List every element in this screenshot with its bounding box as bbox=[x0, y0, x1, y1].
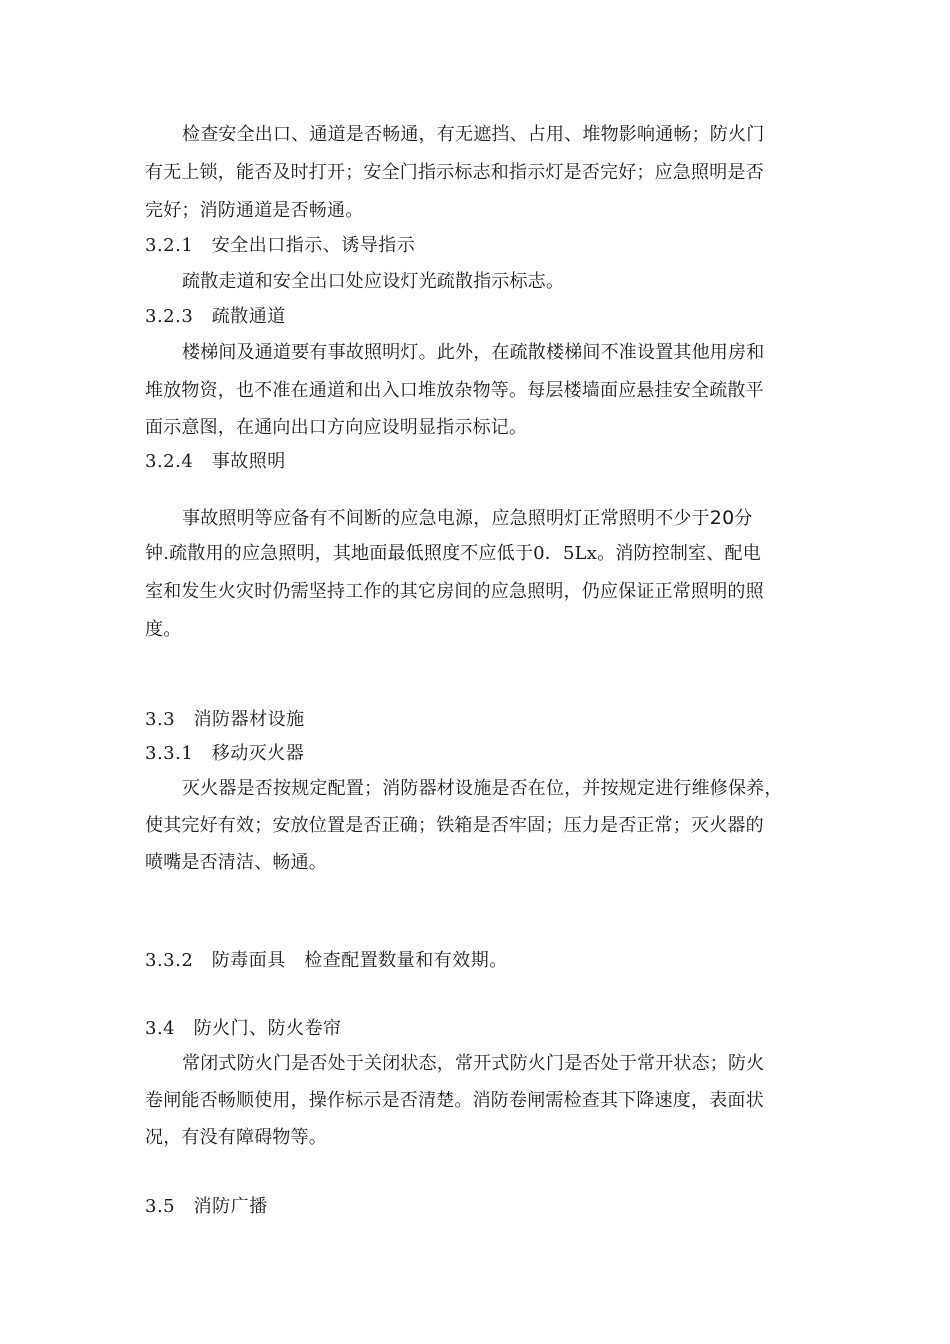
heading-3-2-3: 3.2.3 疏散通道 bbox=[145, 306, 286, 327]
heading-3-3-2: 3.3.2 防毒面具 检查配置数量和有效期。 bbox=[145, 950, 508, 971]
paragraph-lighting-unit: 分 bbox=[734, 508, 753, 529]
paragraph-firedoor-line-1: 常闭式防火门是否处于关闭状态，常开式防火门是否处于常开状态；防火 bbox=[182, 1053, 765, 1074]
heading-3-5: 3.5 消防广播 bbox=[145, 1196, 268, 1217]
heading-3-2-4: 3.2.4 事故照明 bbox=[145, 451, 286, 472]
paragraph-extinguisher-line-2: 使其完好有效；安放位置是否正确；铁箱是否牢固；压力是否正常；灭火器的 bbox=[145, 815, 764, 836]
heading-3-3: 3.3 消防器材设施 bbox=[145, 709, 305, 730]
paragraph-exits-line-3: 完好；消防通道是否畅通。 bbox=[145, 200, 364, 221]
paragraph-lighting-line-1 bbox=[182, 506, 753, 531]
paragraph-signs: 疏散走道和安全出口处应设灯光疏散指示标志。 bbox=[182, 271, 565, 292]
paragraph-lighting-line-4: 度。 bbox=[145, 619, 182, 640]
paragraph-passage-line-2: 堆放物资，也不准在通道和出入口堆放杂物等。每层楼墙面应悬挂安全疏散平 bbox=[145, 380, 764, 401]
heading-3-4: 3.4 防火门、防火卷帘 bbox=[145, 1018, 342, 1039]
paragraph-firedoor-line-2: 卷闸能否畅顺使用，操作标示是否清楚。消防卷闸需检查其下降速度，表面状 bbox=[145, 1090, 764, 1111]
paragraph-passage-line-3: 面示意图，在通向出口方向应设明显指示标记。 bbox=[145, 417, 528, 438]
paragraph-extinguisher-line-1: 灭火器是否按规定配置；消防器材设施是否在位，并按规定进行维修保养， bbox=[182, 778, 783, 799]
paragraph-exits-line-1: 检查安全出口、通道是否畅通，有无遮挡、占用、堆物影响通畅；防火门 bbox=[182, 124, 765, 145]
heading-3-3-1: 3.3.1 移动灭火器 bbox=[145, 743, 305, 764]
heading-3-2-1: 3.2.1 安全出口指示、诱导指示 bbox=[145, 235, 416, 256]
paragraph-firedoor-line-3: 况，有没有障碍物等。 bbox=[145, 1127, 327, 1148]
paragraph-lighting-text: 事故照明等应备有不间断的应急电源，应急照明灯正常照明不少于 bbox=[182, 508, 710, 529]
paragraph-lighting-number: 20 bbox=[709, 507, 735, 529]
paragraph-passage-line-1: 楼梯间及通道要有事故照明灯。此外，在疏散楼梯间不准设置其他用房和 bbox=[182, 342, 765, 363]
paragraph-lighting-line-3: 室和发生火灾时仍需坚持工作的其它房间的应急照明，仍应保证正常照明的照 bbox=[145, 581, 764, 602]
paragraph-lighting-line-2: 钟.疏散用的应急照明，其地面最低照度不应低于0．5Lx。消防控制室、配电 bbox=[145, 543, 761, 564]
paragraph-extinguisher-line-3: 喷嘴是否清洁、畅通。 bbox=[145, 852, 327, 873]
paragraph-exits-line-2: 有无上锁，能否及时打开；安全门指示标志和指示灯是否完好；应急照明是否 bbox=[145, 162, 764, 183]
